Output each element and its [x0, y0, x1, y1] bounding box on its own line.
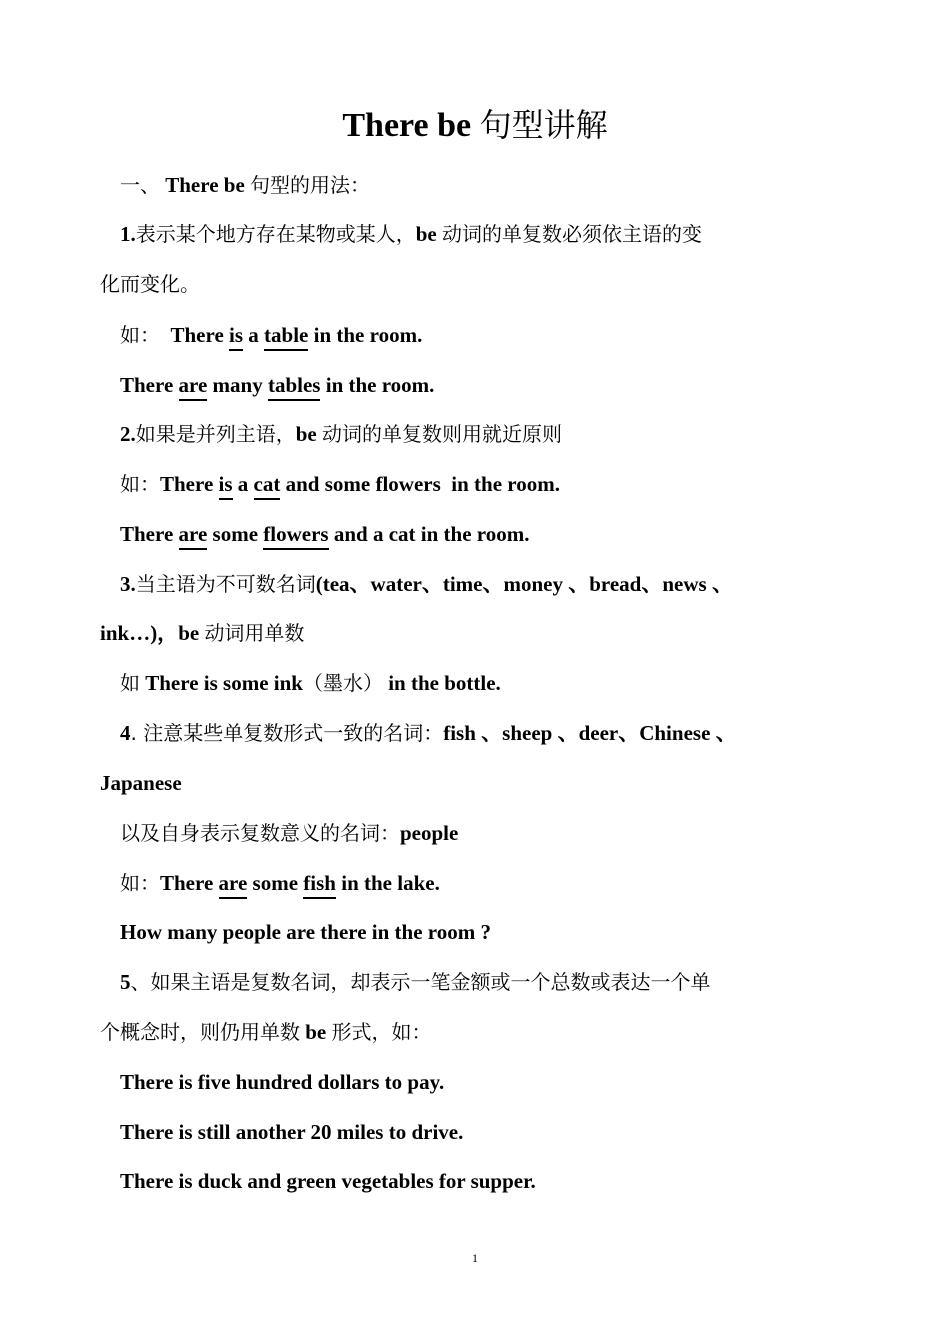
example-1b: There are many tables in the room.: [120, 370, 434, 401]
rule-4b: 以及自身表示复数意义的名词：people: [120, 821, 459, 845]
example-5-1: There is five hundred dollars to pay.: [120, 1070, 445, 1094]
rule-2: 2.如果是并列主语，be 动词的单复数则用就近原则: [120, 422, 562, 446]
page-number: 1: [472, 1251, 478, 1265]
example-1a: 如： There is a table in the room.: [120, 320, 422, 351]
example-3: 如 There is some ink（墨水） in the bottle.: [120, 671, 501, 695]
page-title: [0, 104, 950, 147]
title-cn: 句型讲解: [479, 106, 608, 144]
example-5-2: There is still another 20 miles to drive.: [120, 1120, 464, 1144]
rule-1: 1.表示某个地方存在某物或某人，be 动词的单复数必须依主语的变: [120, 222, 702, 246]
example-4a: 如：There are some fish in the lake.: [120, 868, 440, 899]
rule-1-cont: 化而变化。: [100, 272, 200, 296]
rule-4: 4. 注意某些单复数形式一致的名词：fish 、sheep 、deer、Chinese 、: [120, 721, 737, 745]
rule-3: 3.当主语为不可数名词(tea、water、time、money 、bread、news 、: [120, 572, 733, 596]
title-en: There be: [342, 107, 472, 144]
rule-3-cont: ink…)，be 动词用单数: [100, 621, 305, 645]
example-2a: 如：There is a cat and some flowers in the room.: [120, 469, 560, 500]
section-heading: 一、 There be 句型的用法：: [120, 173, 371, 197]
rule-5-cont: 个概念时，则仍用单数 be 形式，如：: [100, 1020, 432, 1044]
example-5-3: There is duck and green vegetables for supper.: [120, 1169, 536, 1193]
rule-5: 5、如果主语是复数名词，却表示一笔金额或一个总数或表达一个单: [120, 970, 711, 994]
rule-4-cont: Japanese: [100, 771, 182, 795]
example-4b: How many people are there in the room ?: [120, 920, 491, 944]
example-2b: There are some flowers and a cat in the room.: [120, 519, 529, 550]
